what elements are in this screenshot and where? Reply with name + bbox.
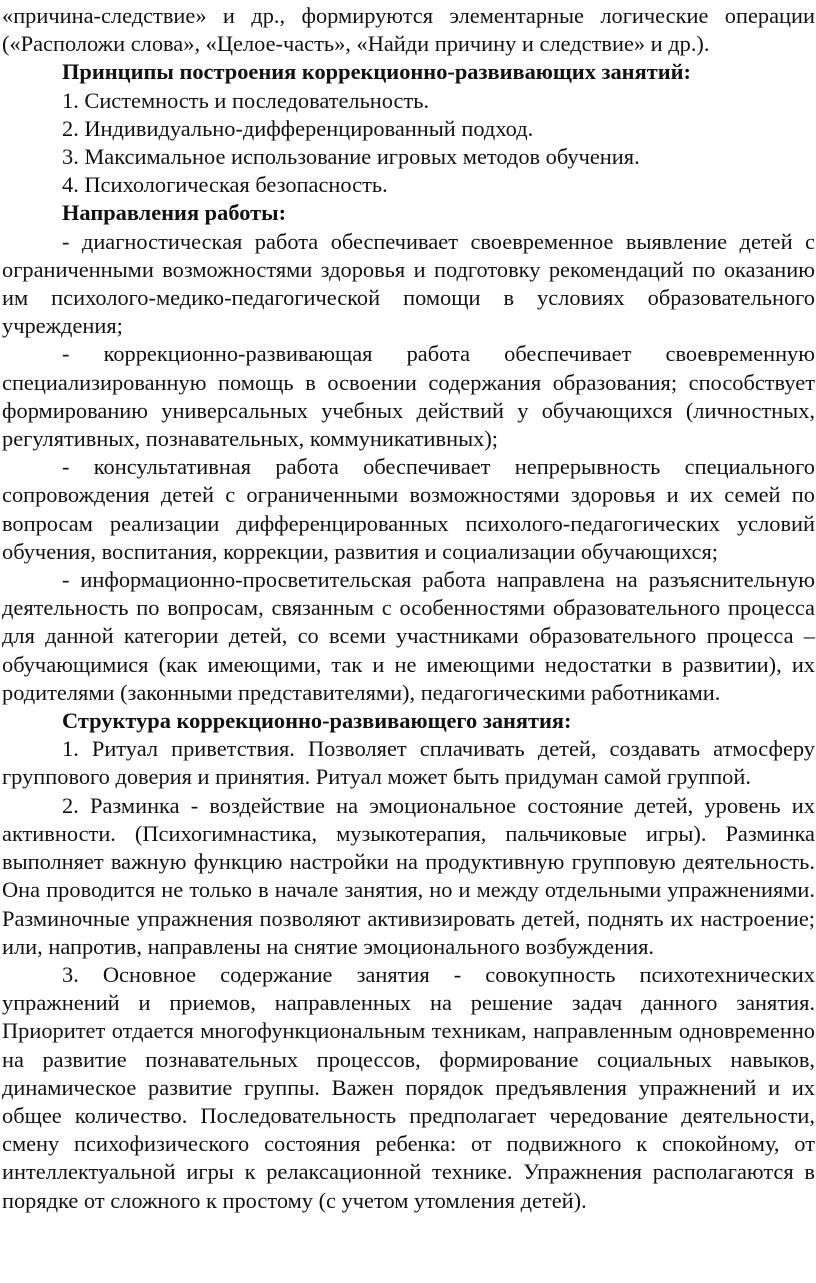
- paragraph-continuation: «причина-следствие» и др., формируются элементарные логические операции («Расположи слова», «Целое-часть», «Найди причину и следствие» и др.).: [2, 3, 815, 57]
- list-item-principle-4: 4. Психологическая безопасность.: [62, 172, 388, 198]
- list-item-principle-1: 1. Системность и последовательность.: [62, 87, 430, 113]
- heading-directions: Направления работы:: [62, 200, 287, 226]
- paragraph-diagnostic-work: - диагностическая работа обеспечивает своевременное выявление детей с ограниченными возможностями здоровья и подготовку рекомендаций по оказанию им психолого-медико-педагогической помощи в условиях образовательного учреждения;: [2, 228, 815, 339]
- paragraph-warmup: 2. Разминка - воздействие на эмоциональное состояние детей, уровень их активности. (Психогимнастика, музыкотерапия, пальчиковые игры). Разминка выполняет важную функцию настройки на продуктивную групповую деятельность. Она проводится не только в начале занятия, но и между отдельными упражнениями. Разминочные упражнения позволяют активизировать детей, поднять их настроение; или, напротив, направлены на снятие эмоционального возбуждения.: [2, 792, 815, 959]
- list-item-principle-3: 3. Максимальное использование игровых методов обучения.: [62, 144, 640, 170]
- paragraph-main-content: 3. Основное содержание занятия - совокупность психотехнических упражнений и приемов, направленных на решение задач данного занятия. Приоритет отдается многофункциональным техникам, направленным одновременно на развитие познавательных процессов, формирование социальных навыков, динамическое развитие группы. Важен порядок предъявления упражнений и их общее количество. Последовательность предполагает чередование деятельности, смену психофизического состояния ребенка: от подвижного к спокойному, от интеллектуальной игры к релаксационной технике. Упражнения располагаются в порядке от сложного к простому (с учетом утомления детей).: [2, 961, 815, 1213]
- paragraph-informational-work: - информационно-просветительская работа направлена на разъяснительную деятельность по вопросам, связанным с особенностями образовательного процесса для данной категории детей, со всеми участниками образовательного процесса – обучающимися (как имеющими, так и не имеющими недостатки в развитии), их родителями (законными представителями), педагогическими работниками.: [2, 567, 815, 705]
- heading-lesson-structure: Структура коррекционно-развивающего занятия:: [62, 708, 572, 734]
- paragraph-consultative-work: - консультативная работа обеспечивает непрерывность специального сопровождения детей с ограниченными возможностями здоровья и их семей по вопросам реализации дифференцированных психолого-педагогических условий обучения, воспитания, коррекции, развития и социализации обучающихся;: [2, 454, 815, 564]
- heading-principles: Принципы построения коррекционно-развивающих занятий:: [62, 59, 691, 85]
- paragraph-greeting-ritual: 1. Ритуал приветствия. Позволяет сплачивать детей, создавать атмосферу группового доверия и принятия. Ритуал может быть придуман самой группой.: [2, 736, 815, 790]
- paragraph-correctional-work: - коррекционно-развивающая работа обеспечивает своевременную специализированную помощь в освоении содержания образования; способствует формированию универсальных учебных действий у обучающихся (личностных, регулятивных, познавательных, коммуникативных);: [2, 341, 815, 452]
- list-item-principle-2: 2. Индивидуально-дифференцированный подход.: [62, 115, 534, 141]
